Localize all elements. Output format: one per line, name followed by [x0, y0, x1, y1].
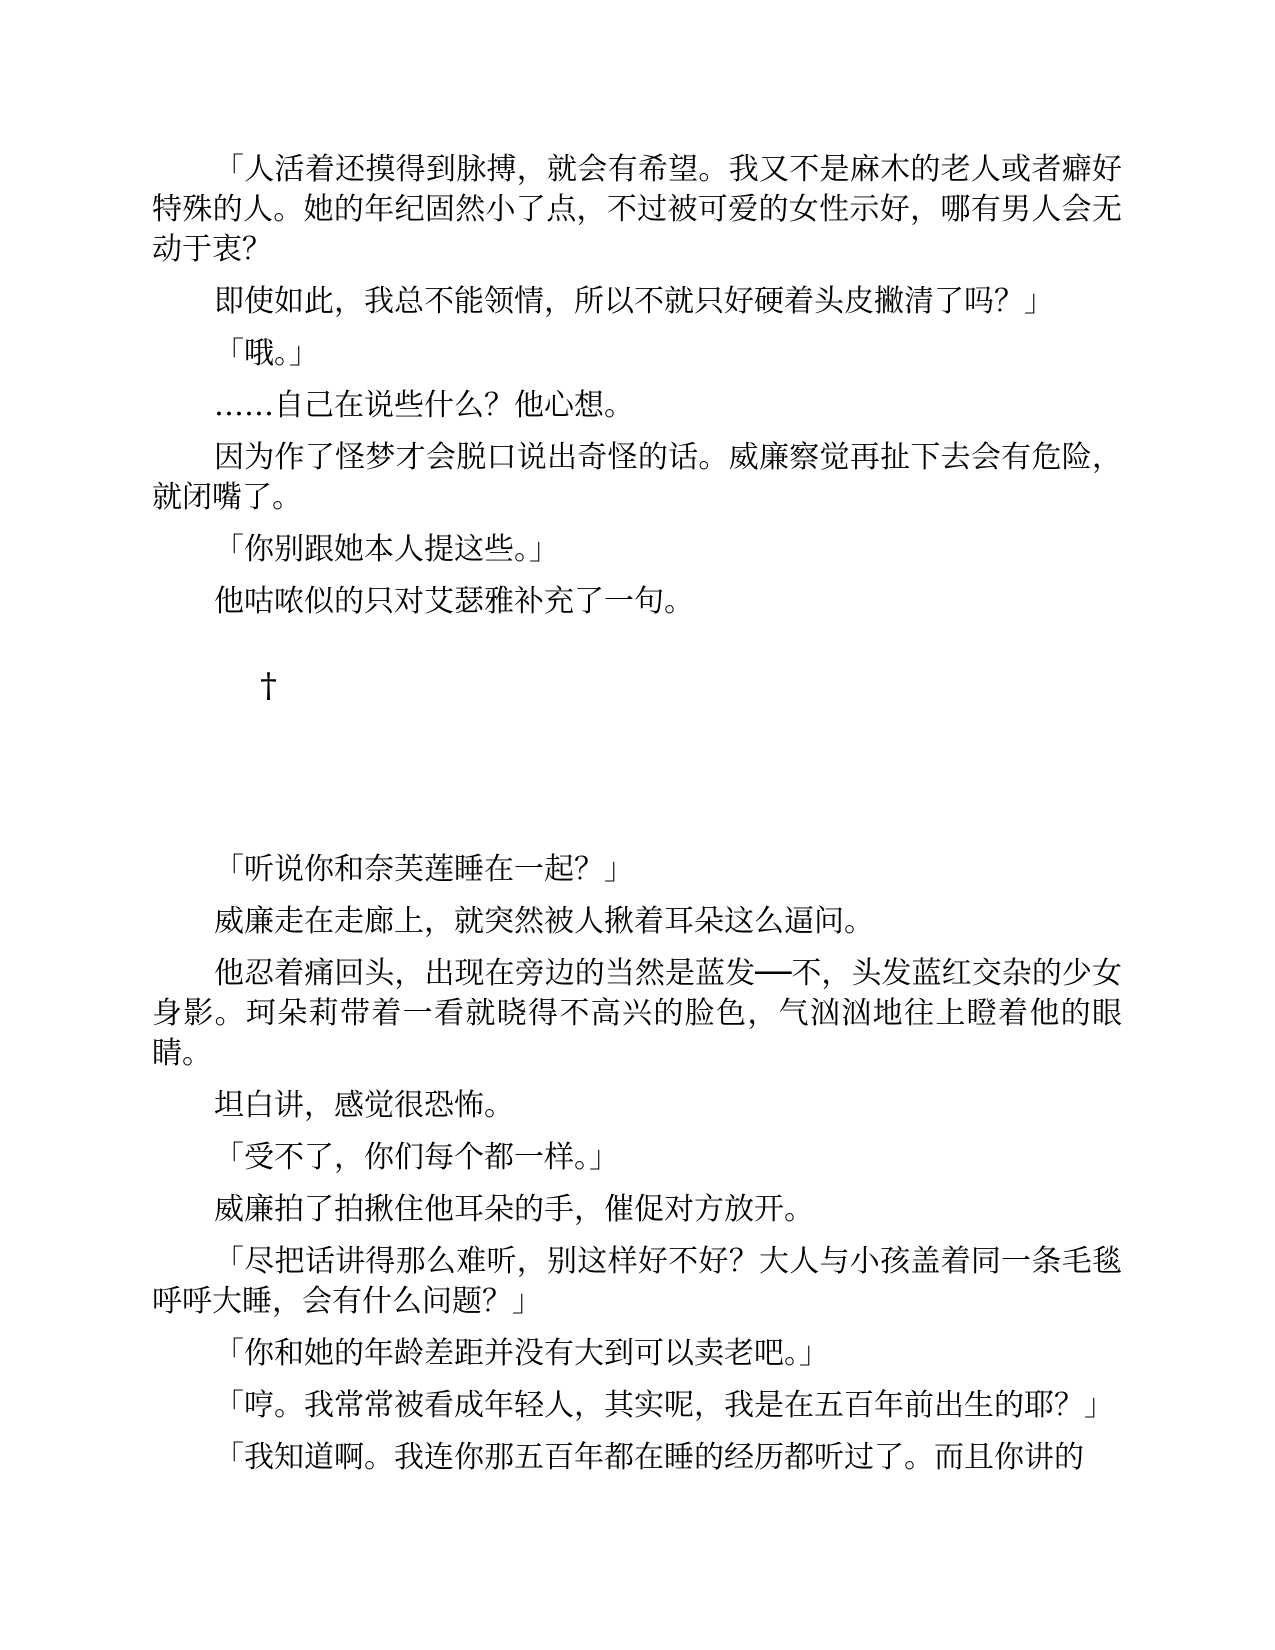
paragraph: 「人活着还摸得到脉搏，就会有希望。我又不是麻木的老人或者癖好特殊的人。她的年纪固然小了点，不过被可爱的女性示好，哪有男人会无动于衷？: [152, 152, 1122, 267]
paragraph: 坦白讲，感觉很恐怖。: [214, 1088, 514, 1123]
paragraph: 「你别跟她本人提这些。」: [214, 532, 559, 567]
paragraph: 「哦。」: [214, 336, 319, 371]
paragraph: 「尽把话讲得那么难听，别这样好不好？大人与小孩盖着同一条毛毯呼呼大睡，会有什么问题？」: [152, 1244, 1122, 1319]
paragraph: 他咕哝似的只对艾瑟雅补充了一句。: [214, 584, 694, 619]
paragraph: 威廉走在走廊上，就突然被人揪着耳朵这么逼问。: [214, 904, 874, 939]
paragraph: 「你和她的年龄差距并没有大到可以卖老吧。」: [214, 1336, 829, 1371]
section-divider: [152, 666, 1122, 846]
paragraph: 「受不了，你们每个都一样。」: [214, 1140, 619, 1175]
paragraph: 「听说你和奈芙莲睡在一起？」: [214, 852, 634, 887]
paragraph: 「我知道啊。我连你那五百年都在睡的经历都听过了。而且你讲的: [214, 1440, 1084, 1475]
paragraph: ……自己在说些什么？他心想。: [214, 388, 634, 423]
paragraph: 因为作了怪梦才会脱口说出奇怪的话。威廉察觉再扯下去会有危险，就闭嘴了。: [152, 440, 1122, 515]
paragraph: 他忍着痛回头，出现在旁边的当然是蓝发──不，头发蓝红交杂的少女身影。珂朵莉带着一看就晓得不高兴的脸色，气汹汹地往上瞪着他的眼睛。: [152, 956, 1122, 1071]
paragraph: 「哼。我常常被看成年轻人，其实呢，我是在五百年前出生的耶？」: [214, 1388, 1114, 1423]
paragraph: 威廉拍了拍揪住他耳朵的手，催促对方放开。: [214, 1192, 814, 1227]
dagger-divider-icon: †: [260, 666, 277, 706]
paragraph: 即使如此，我总不能领情，所以不就只好硬着头皮撇清了吗？」: [214, 284, 1054, 319]
page-body: [152, 150, 1122, 1490]
